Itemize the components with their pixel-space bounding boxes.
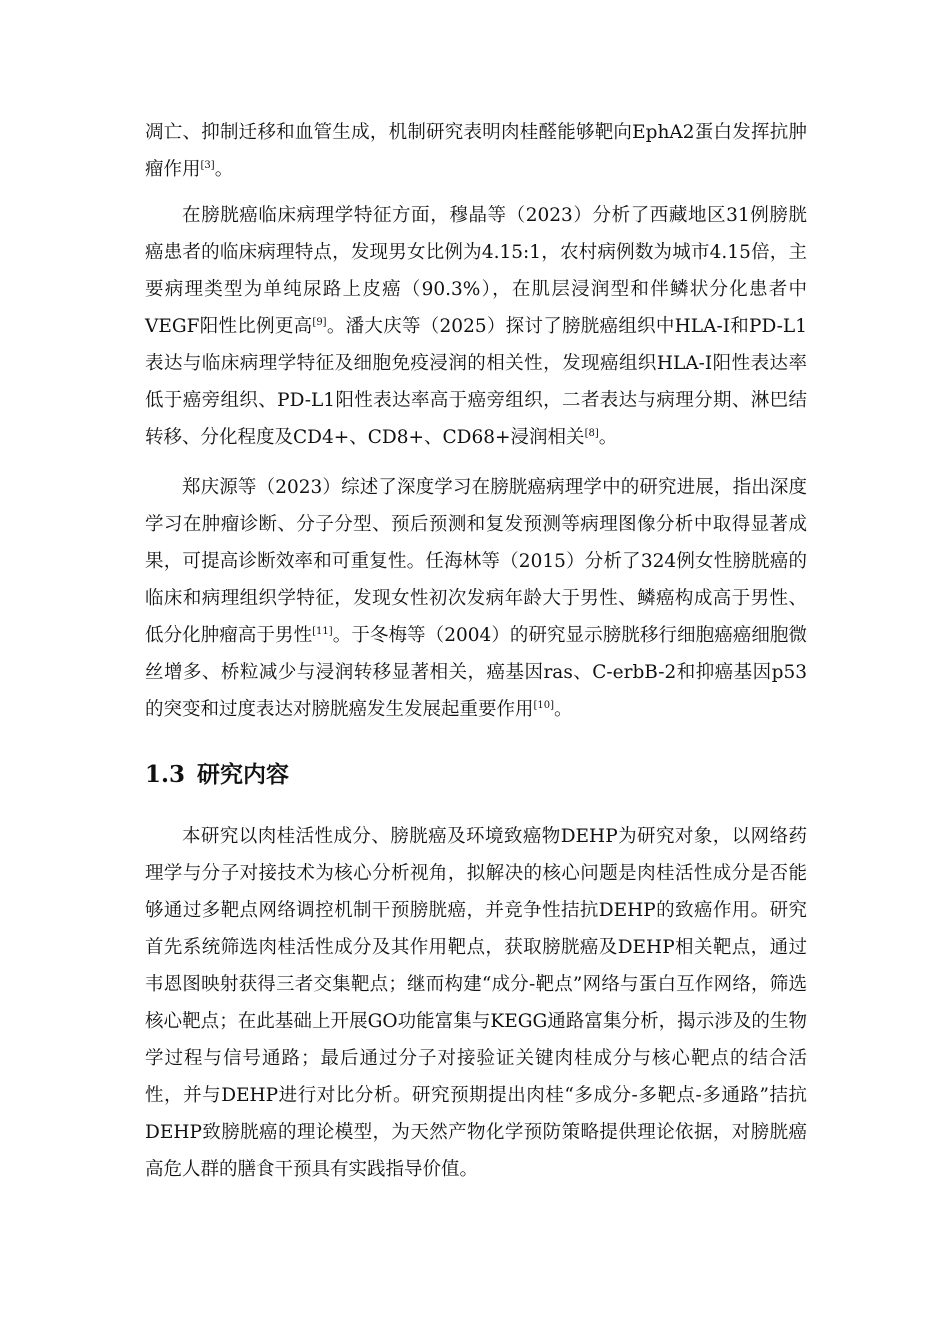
section-paragraph: 本研究以肉桂活性成分、膀胱癌及环境致癌物DEHP为研究对象，以网络药理学与分子对接技术为核心分析视角，拟解决的核心问题是肉桂活性成分是否能够通过多靶点网络调控机制干预膀胱癌，并竞争性拮抗DEHP的致癌作用。研究首先系统筛选肉桂活性成分及其作用靶点，获取膀胱癌及DEHP相关靶点，通过韦恩图映射获得三者交集靶点；继而构建“成分-靶点”网络与蛋白互作网络，筛选核心靶点；在此基础上开展GO功能富集与KEGG通路富集分析，揭示涉及的生物学过程与信号通路；最后通过分子对接验证关键肉桂成分与核心靶点的结合活性，并与DEHP进行对比分析。研究预期提出肉桂“多成分-多靶点-多通路”拮抗DEHP致膀胱癌的理论模型，为天然产物化学预防策略提供理论依据，对膀胱癌高危人群的膳食干预具有实践指导价值。: [145, 826, 807, 1180]
paragraph-2: [145, 197, 807, 456]
paragraph-2-tail: 。: [598, 427, 618, 448]
paragraph-2-text-b: 。潘大庆等（2025）探讨了膀胱癌组织中HLA-I和PD-L1表达与临床病理学特征及细胞免疫浸润的相关性，发现癌组织HLA-I阳性表达率低于癌旁组织、PD-L1阳性表达率高于癌旁组织，二者表达与病理分期、淋巴结转移、分化程度及CD4+、CD8+、CD68+浸润相关: [145, 316, 807, 448]
section-number: 1.3: [145, 761, 186, 788]
citation-11: [11]: [312, 626, 333, 637]
citation-9: [9]: [312, 317, 327, 328]
paragraph-2-text-a: 在膀胱癌临床病理学特征方面，穆晶等（2023）分析了西藏地区31例膀胱癌患者的临床病理特点，发现男女比例为4.15:1，农村病例数为城市4.15倍，主要病理类型为单纯尿路上皮癌（90.3%），在肌层浸润型和伴鳞状分化患者中VEGF阳性比例更高: [145, 205, 807, 337]
citation-10: [10]: [533, 700, 555, 711]
citation-3: [3]: [200, 160, 215, 171]
paragraph-3: [145, 469, 807, 728]
paragraph-1-tail: 。: [214, 159, 234, 180]
paragraph-3-text-a: 郑庆源等（2023）综述了深度学习在膀胱癌病理学中的研究进展，指出深度学习在肿瘤诊断、分子分型、预后预测和复发预测等病理图像分析中取得显著成果，可提高诊断效率和可重复性。任海林等（2015）分析了324例女性膀胱癌的临床和病理组织学特征，发现女性初次发病年龄大于男性、鳞癌构成高于男性、低分化肿瘤高于男性: [145, 477, 807, 646]
paragraph-3-tail: 。: [554, 699, 573, 720]
section-heading: [145, 757, 289, 793]
paragraph-1-text: 凋亡、抑制迁移和血管生成，机制研究表明肉桂醛能够靶向EphA2蛋白发挥抗肿瘤作用: [145, 122, 807, 180]
paragraph-3-text-b: 。于冬梅等（2004）的研究显示膀胱移行细胞癌癌细胞微丝增多、桥粒减少与浸润转移显著相关，癌基因ras、C-erbB-2和抑癌基因p53的突变和过度表达对膀胱癌发生发展起重要作用: [145, 625, 807, 720]
section-title: 研究内容: [197, 761, 290, 788]
paragraph-1: [145, 114, 807, 188]
citation-8: [8]: [584, 428, 599, 439]
